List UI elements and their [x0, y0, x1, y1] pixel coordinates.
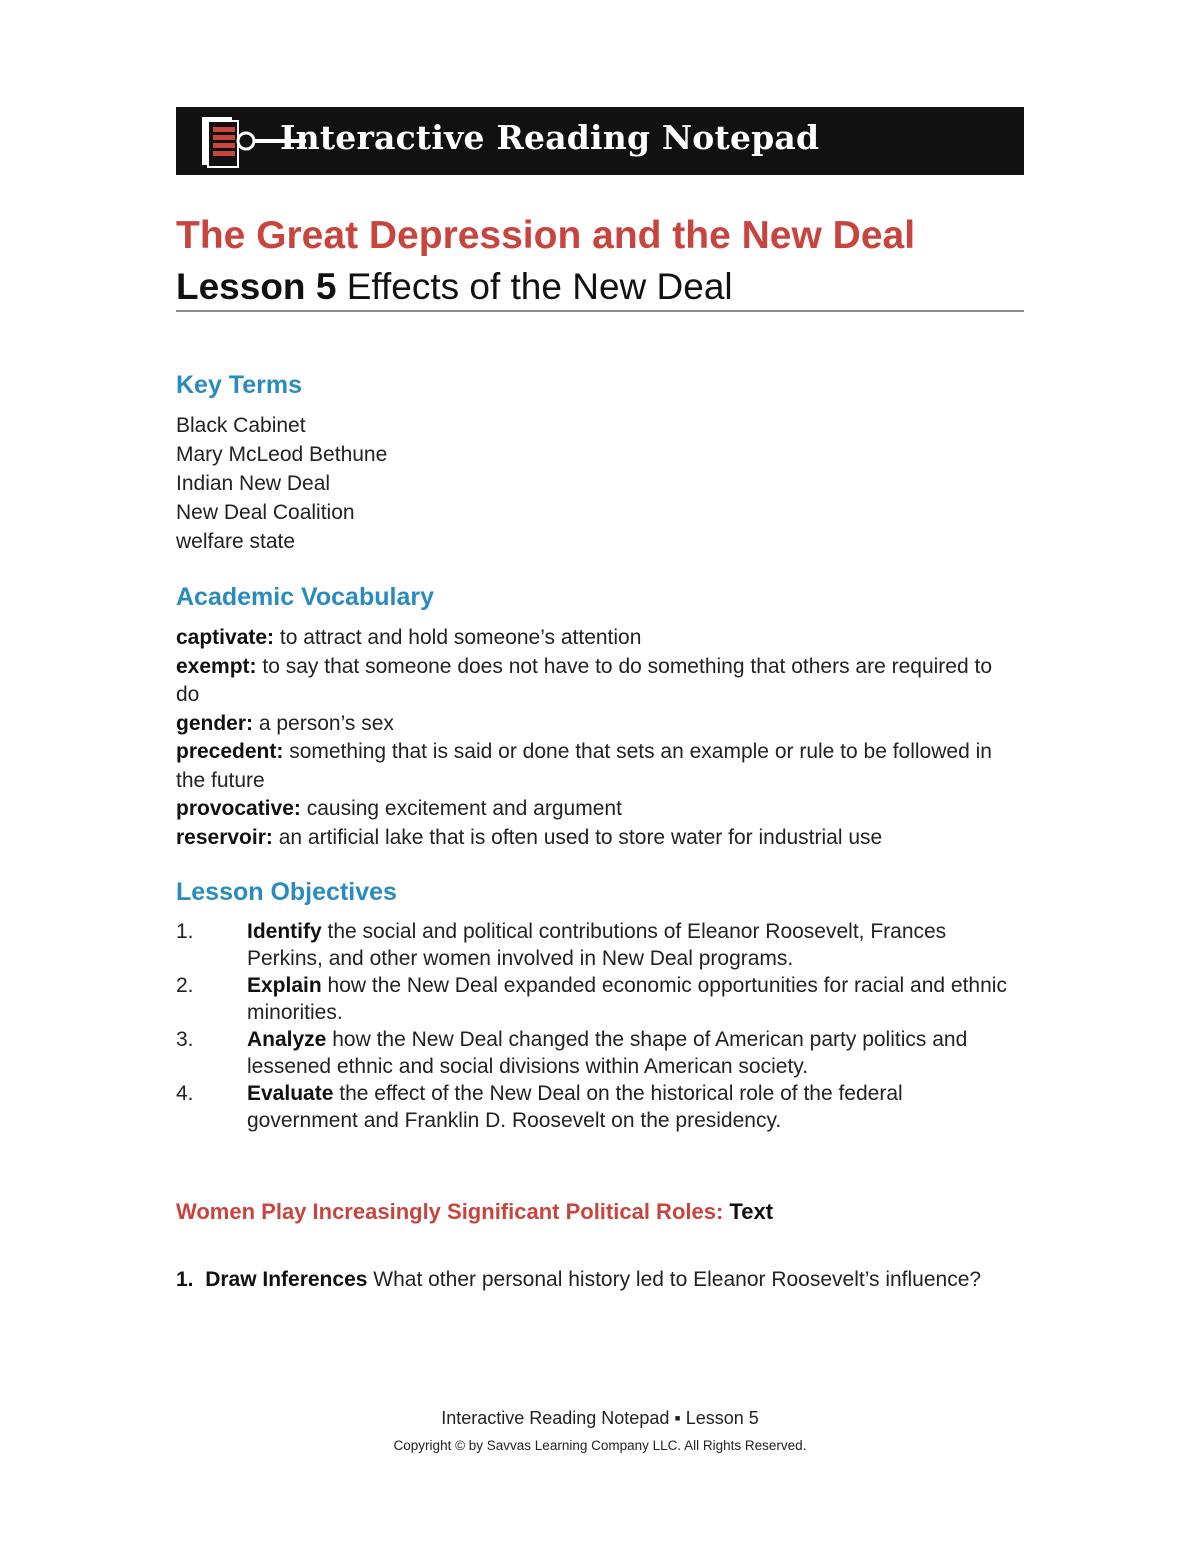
key-term-item: Indian New Deal — [176, 472, 331, 495]
objective-text: the effect of the New Deal on the historical role of the federal government and Franklin D. Roosevelt on the presidency. — [247, 1082, 903, 1132]
footer-copyright: Copyright © by Savvas Learning Company LLC. All Rights Reserved. — [393, 1438, 807, 1453]
section-title: Women Play Increasingly Significant Political Roles: — [176, 1199, 724, 1224]
vocabulary-definition: an artificial lake that is often used to store water for industrial use — [278, 825, 883, 849]
header-banner — [176, 107, 1024, 175]
objective-number: 4. — [176, 1082, 194, 1105]
key-term-item: New Deal Coalition — [176, 501, 355, 524]
vocabulary-definition: to attract and hold someone’s attention — [279, 626, 642, 649]
lesson-title — [176, 266, 733, 308]
vocabulary-list — [176, 624, 996, 852]
question-1 — [176, 1266, 996, 1293]
section-type: Text — [729, 1199, 774, 1224]
objective-item — [176, 918, 1016, 972]
objective-item — [176, 1026, 1016, 1080]
objective-verb: Identify — [247, 920, 322, 943]
objective-text: how the New Deal expanded economic opportunities for racial and ethnic minorities. — [247, 974, 1007, 1024]
objective-text: how the New Deal changed the shape of American party politics and lessened ethnic and social divisions within American society. — [247, 1028, 968, 1078]
vocabulary-definition: causing excitement and argument — [306, 797, 622, 820]
key-terms-list — [176, 411, 387, 556]
vocabulary-item — [176, 710, 996, 739]
objective-number: 3. — [176, 1028, 194, 1051]
objective-number: 2. — [176, 974, 194, 997]
lesson-label: Lesson 5 — [176, 266, 337, 307]
vocabulary-item — [176, 653, 996, 710]
vocabulary-item — [176, 738, 996, 795]
objective-verb: Evaluate — [247, 1082, 334, 1105]
question-number: 1. — [176, 1268, 194, 1291]
chapter-title: The Great Depression and the New Deal — [176, 214, 916, 257]
vocabulary-item — [176, 795, 996, 824]
key-term-item: Black Cabinet — [176, 414, 306, 437]
objective-item — [176, 1080, 1016, 1134]
lesson-objectives-heading: Lesson Objectives — [176, 878, 397, 906]
lesson-name: Effects of the New Deal — [346, 266, 733, 307]
objective-verb: Analyze — [247, 1028, 327, 1051]
key-terms-heading: Key Terms — [176, 371, 302, 399]
banner-title: Interactive Reading Notepad — [280, 118, 820, 157]
key-term-item: Mary McLeod Bethune — [176, 443, 388, 466]
vocabulary-term: captivate: — [176, 626, 275, 649]
title-divider — [176, 310, 1024, 312]
objective-text: the social and political contributions of Eleanor Roosevelt, Frances Perkins, and other women involved in New Deal programs. — [247, 920, 947, 970]
vocabulary-term: precedent: — [176, 740, 284, 763]
question-text: What other personal history led to Eleanor Roosevelt’s influence? — [373, 1268, 982, 1291]
section-heading — [176, 1199, 773, 1225]
objective-number: 1. — [176, 920, 194, 943]
footer-lesson-label: Interactive Reading Notepad ▪ Lesson 5 — [441, 1408, 759, 1428]
vocabulary-term: gender: — [176, 711, 254, 735]
vocabulary-term: exempt: — [176, 654, 257, 678]
question-skill: Draw Inferences — [205, 1268, 368, 1291]
vocabulary-term: provocative: — [176, 797, 301, 820]
objectives-list — [176, 918, 1016, 1134]
vocabulary-definition: to say that someone does not have to do something that others are required to do — [176, 654, 993, 706]
objective-verb: Explain — [247, 974, 322, 997]
vocabulary-definition: a person’s sex — [258, 711, 394, 735]
objective-item — [176, 972, 1016, 1026]
vocabulary-term: reservoir: — [176, 825, 273, 849]
vocabulary-definition: something that is said or done that sets an example or rule to be followed in the future — [176, 740, 992, 792]
key-term-item: welfare state — [176, 530, 296, 553]
academic-vocabulary-heading: Academic Vocabulary — [176, 583, 434, 611]
vocabulary-item — [176, 624, 996, 653]
vocabulary-item — [176, 824, 996, 853]
